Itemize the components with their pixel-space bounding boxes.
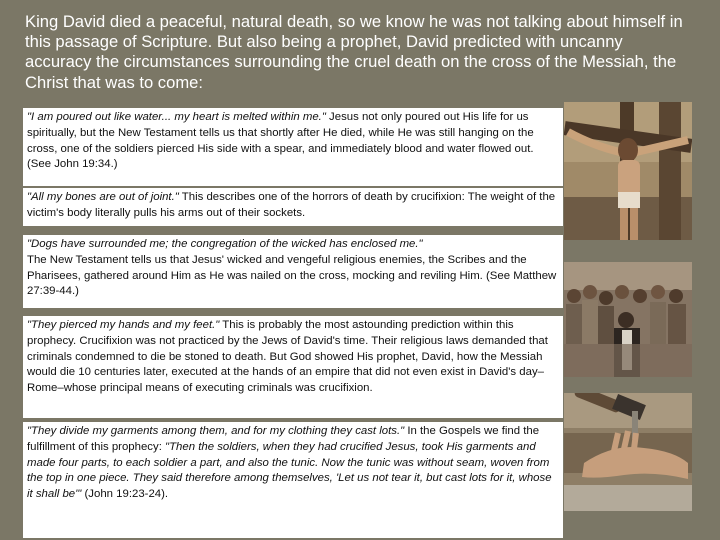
prophecy-quote: "Dogs have surrounded me; the congregation of the wicked has enclosed me." [27, 238, 423, 250]
prophecy-explanation: The New Testament tells us that Jesus' wicked and vengeful religious enemies, the Scribes and the Pharisees, gathered around Him as He was nailed on the cross, mocking and reviling Him. (See Matthew 27:39-44.) [27, 253, 557, 298]
prophecy-block-garments [23, 422, 563, 538]
nail-hand-illustration [564, 393, 692, 511]
prophecy-quote: "They divide my garments among them, and for my clothing they cast lots." [27, 425, 405, 437]
prophecy-quote: "All my bones are out of joint." [27, 191, 179, 203]
prophecy-explanation: In the Gospels we find the fulfillment of this prophecy: [27, 425, 540, 453]
gospel-quote: "Then the soldiers, when they had crucified Jesus, took His garments and made four parts, to each soldier a part, and also the tunic. Now the tunic was without seam, woven from the top in one piece. They said therefore among themselves, 'Let us not tear it, but cast lots for it, whose it shall be'" [27, 440, 552, 501]
crucifixion-illustration [564, 102, 692, 240]
prophecy-explanation: This describes one of the horrors of death by crucifixion: The weight of the victim's body literally pulls his arms out of their sockets. [27, 191, 556, 219]
prophecy-explanation: This is probably the most astounding prediction within this prophecy. Crucifixion was not practiced by the Jews of David's time. Their religious laws demanded that criminals condemned to die be stoned to death. But God showed His prophet, David, how the Messiah would die 10 centuries later, executed at the hands of an empire that did not even exist in David's day–Rome–whose principal means of executing criminals was crucifixion. [27, 319, 548, 395]
prophecy-quote: "They pierced my hands and my feet." [27, 319, 220, 331]
gospel-reference: (John 19:23-24). [81, 488, 169, 501]
crucifixion-photo [564, 102, 692, 240]
prophecy-quote: "I am poured out like water... my heart is melted within me." [27, 111, 326, 123]
nail-hand-photo [564, 393, 692, 511]
prophecy-block-bones [23, 188, 563, 226]
prophecy-block-poured-out [23, 108, 563, 186]
crowd-photo [564, 262, 692, 377]
prophecy-explanation: Jesus not only poured out His life for us spiritually, but the New Testament tells us that shortly after He died, while He was still hanging on the cross, one of the soldiers pierced His side with a spear, and immediately blood and water flowed out. (See John 19:34.) [27, 111, 534, 171]
prophecy-block-pierced [23, 316, 563, 418]
crowd-illustration [564, 262, 692, 377]
intro-paragraph: King David died a peaceful, natural death, so we know he was not talking about himself in this passage of Scripture. But also being a prophet, David predicted with uncanny accuracy the circumstances surrounding the cruel death on the cross of the Messiah, the Christ that was to come: [25, 12, 683, 92]
prophecy-block-dogs [23, 235, 563, 308]
